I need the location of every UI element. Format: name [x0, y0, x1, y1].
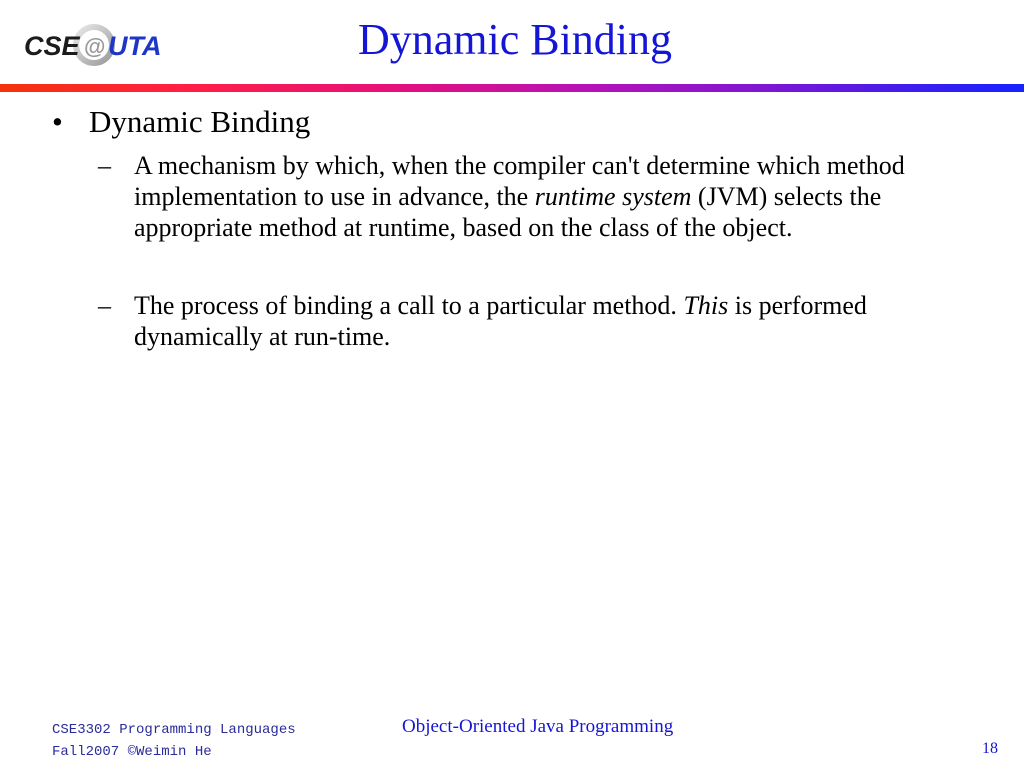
- logo-at-symbol: @: [84, 34, 106, 59]
- logo-cse-text: CSE: [24, 31, 80, 61]
- bullet-dot-icon: •: [52, 104, 63, 139]
- logo-uta-text: UTA: [108, 31, 162, 61]
- footer-term: Fall2007 ©Weimin He: [52, 744, 212, 760]
- footer-topic: Object-Oriented Java Programming: [402, 716, 674, 737]
- sub-bullet-text: [134, 150, 984, 243]
- sub-bullet-emphasis: runtime system: [534, 182, 692, 211]
- sub-bullet-text-part: (JVM) selects the appropriate method at runtime, based on the class of the object.: [134, 182, 882, 242]
- sub-bullet-text-part: is performed dynamically at run-time.: [134, 291, 867, 351]
- title-divider: [0, 84, 1024, 92]
- footer-course: CSE3302 Programming Languages: [52, 722, 296, 738]
- slide-title: Dynamic Binding: [357, 15, 673, 64]
- sub-bullet-text-part: The process of binding a call to a particular method.: [134, 291, 684, 320]
- sub-bullet-emphasis: This: [683, 291, 729, 320]
- page-number: 18: [982, 740, 998, 757]
- sub-bullet-text: [134, 290, 984, 352]
- sub-bullet-text-part: A mechanism by which, when the compiler can't determine which method implementation to use in advance, the: [134, 151, 905, 211]
- dash-icon: –: [98, 291, 111, 320]
- dash-icon: –: [98, 151, 111, 180]
- bullet-text: Dynamic Binding: [89, 104, 311, 139]
